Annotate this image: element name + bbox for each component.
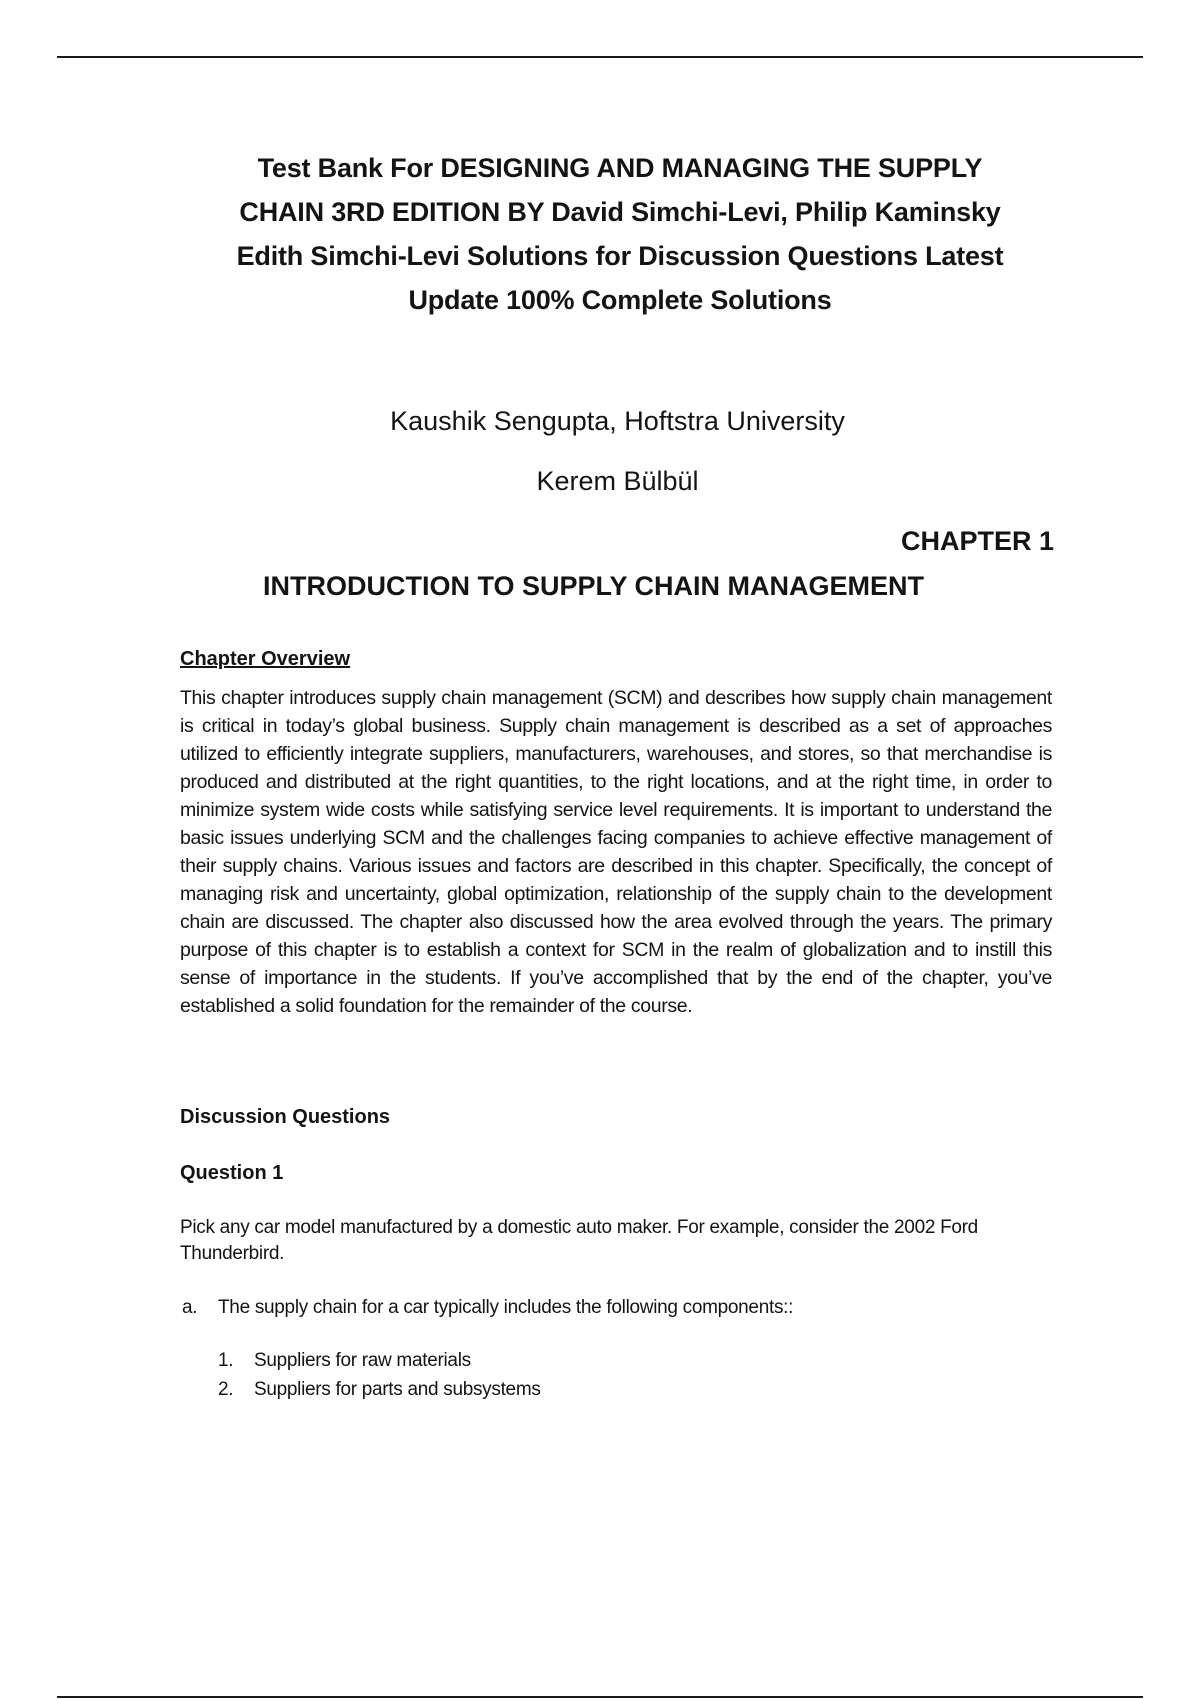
- chapter-title: INTRODUCTION TO SUPPLY CHAIN MANAGEMENT: [263, 571, 925, 601]
- chapter-overview-text: This chapter introduces supply chain management (SCM) and describes how supply chain management is critical in today’s global business. Supply chain management is described as a set of approaches utilized to efficiently integrate suppliers, manufacturers, warehouses, and stores, so that merchandise is produced and distributed at the right quantities, to the right locations, and at the right time, in order to minimize system wide costs while satisfying service level requirements. It is important to understand the basic issues underlying SCM and the challenges facing companies to achieve effective management of their supply chains. Various issues and factors are described in this chapter. Specifically, the concept of managing risk and uncertainty, global optimization, relationship of the supply chain to the development chain are discussed. The chapter also discussed how the area evolved through the years. The primary purpose of this chapter is to establish a context for SCM in the realm of globalization and to instill this sense of importance in the students. If you’ve accomplished that by the end of the chapter, you’ve established a solid foundation for the remainder of the course.: [180, 687, 1052, 1017]
- title-line: CHAIN 3RD EDITION BY David Simchi-Levi, Philip Kaminsky: [239, 197, 1001, 227]
- list-item-text: The supply chain for a car typically includes the following components::: [218, 1297, 794, 1318]
- author-2: Kerem Bülbül: [536, 466, 699, 496]
- list-item-text: Suppliers for raw materials: [254, 1350, 471, 1371]
- title-line: Test Bank For DESIGNING AND MANAGING THE SUPPLY: [257, 153, 983, 183]
- components-list: [218, 1346, 541, 1404]
- list-item: [218, 1375, 541, 1404]
- question-1-heading: Question 1: [180, 1162, 284, 1184]
- title-line: Update 100% Complete Solutions: [408, 285, 832, 315]
- bottom-rule: [57, 1696, 1143, 1698]
- list-marker: 1.: [218, 1350, 234, 1371]
- discussion-questions-heading: Discussion Questions: [180, 1106, 391, 1128]
- document-title: [180, 146, 1060, 322]
- title-line: Edith Simchi-Levi Solutions for Discussion Questions Latest: [236, 241, 1004, 271]
- list-item-text: Suppliers for parts and subsystems: [254, 1379, 541, 1400]
- list-item: [218, 1346, 541, 1375]
- question-1-item-a: [182, 1295, 793, 1321]
- list-marker: 2.: [218, 1379, 234, 1400]
- list-marker: a.: [182, 1297, 198, 1318]
- top-rule: [57, 56, 1143, 58]
- chapter-overview-heading: Chapter Overview: [180, 648, 351, 670]
- question-1-text: Pick any car model manufactured by a domestic auto maker. For example, consider the 2002 Ford Thunderbird.: [180, 1217, 978, 1264]
- chapter-number: CHAPTER 1: [900, 526, 1054, 556]
- author-1: Kaushik Sengupta, Hoftstra University: [390, 406, 845, 436]
